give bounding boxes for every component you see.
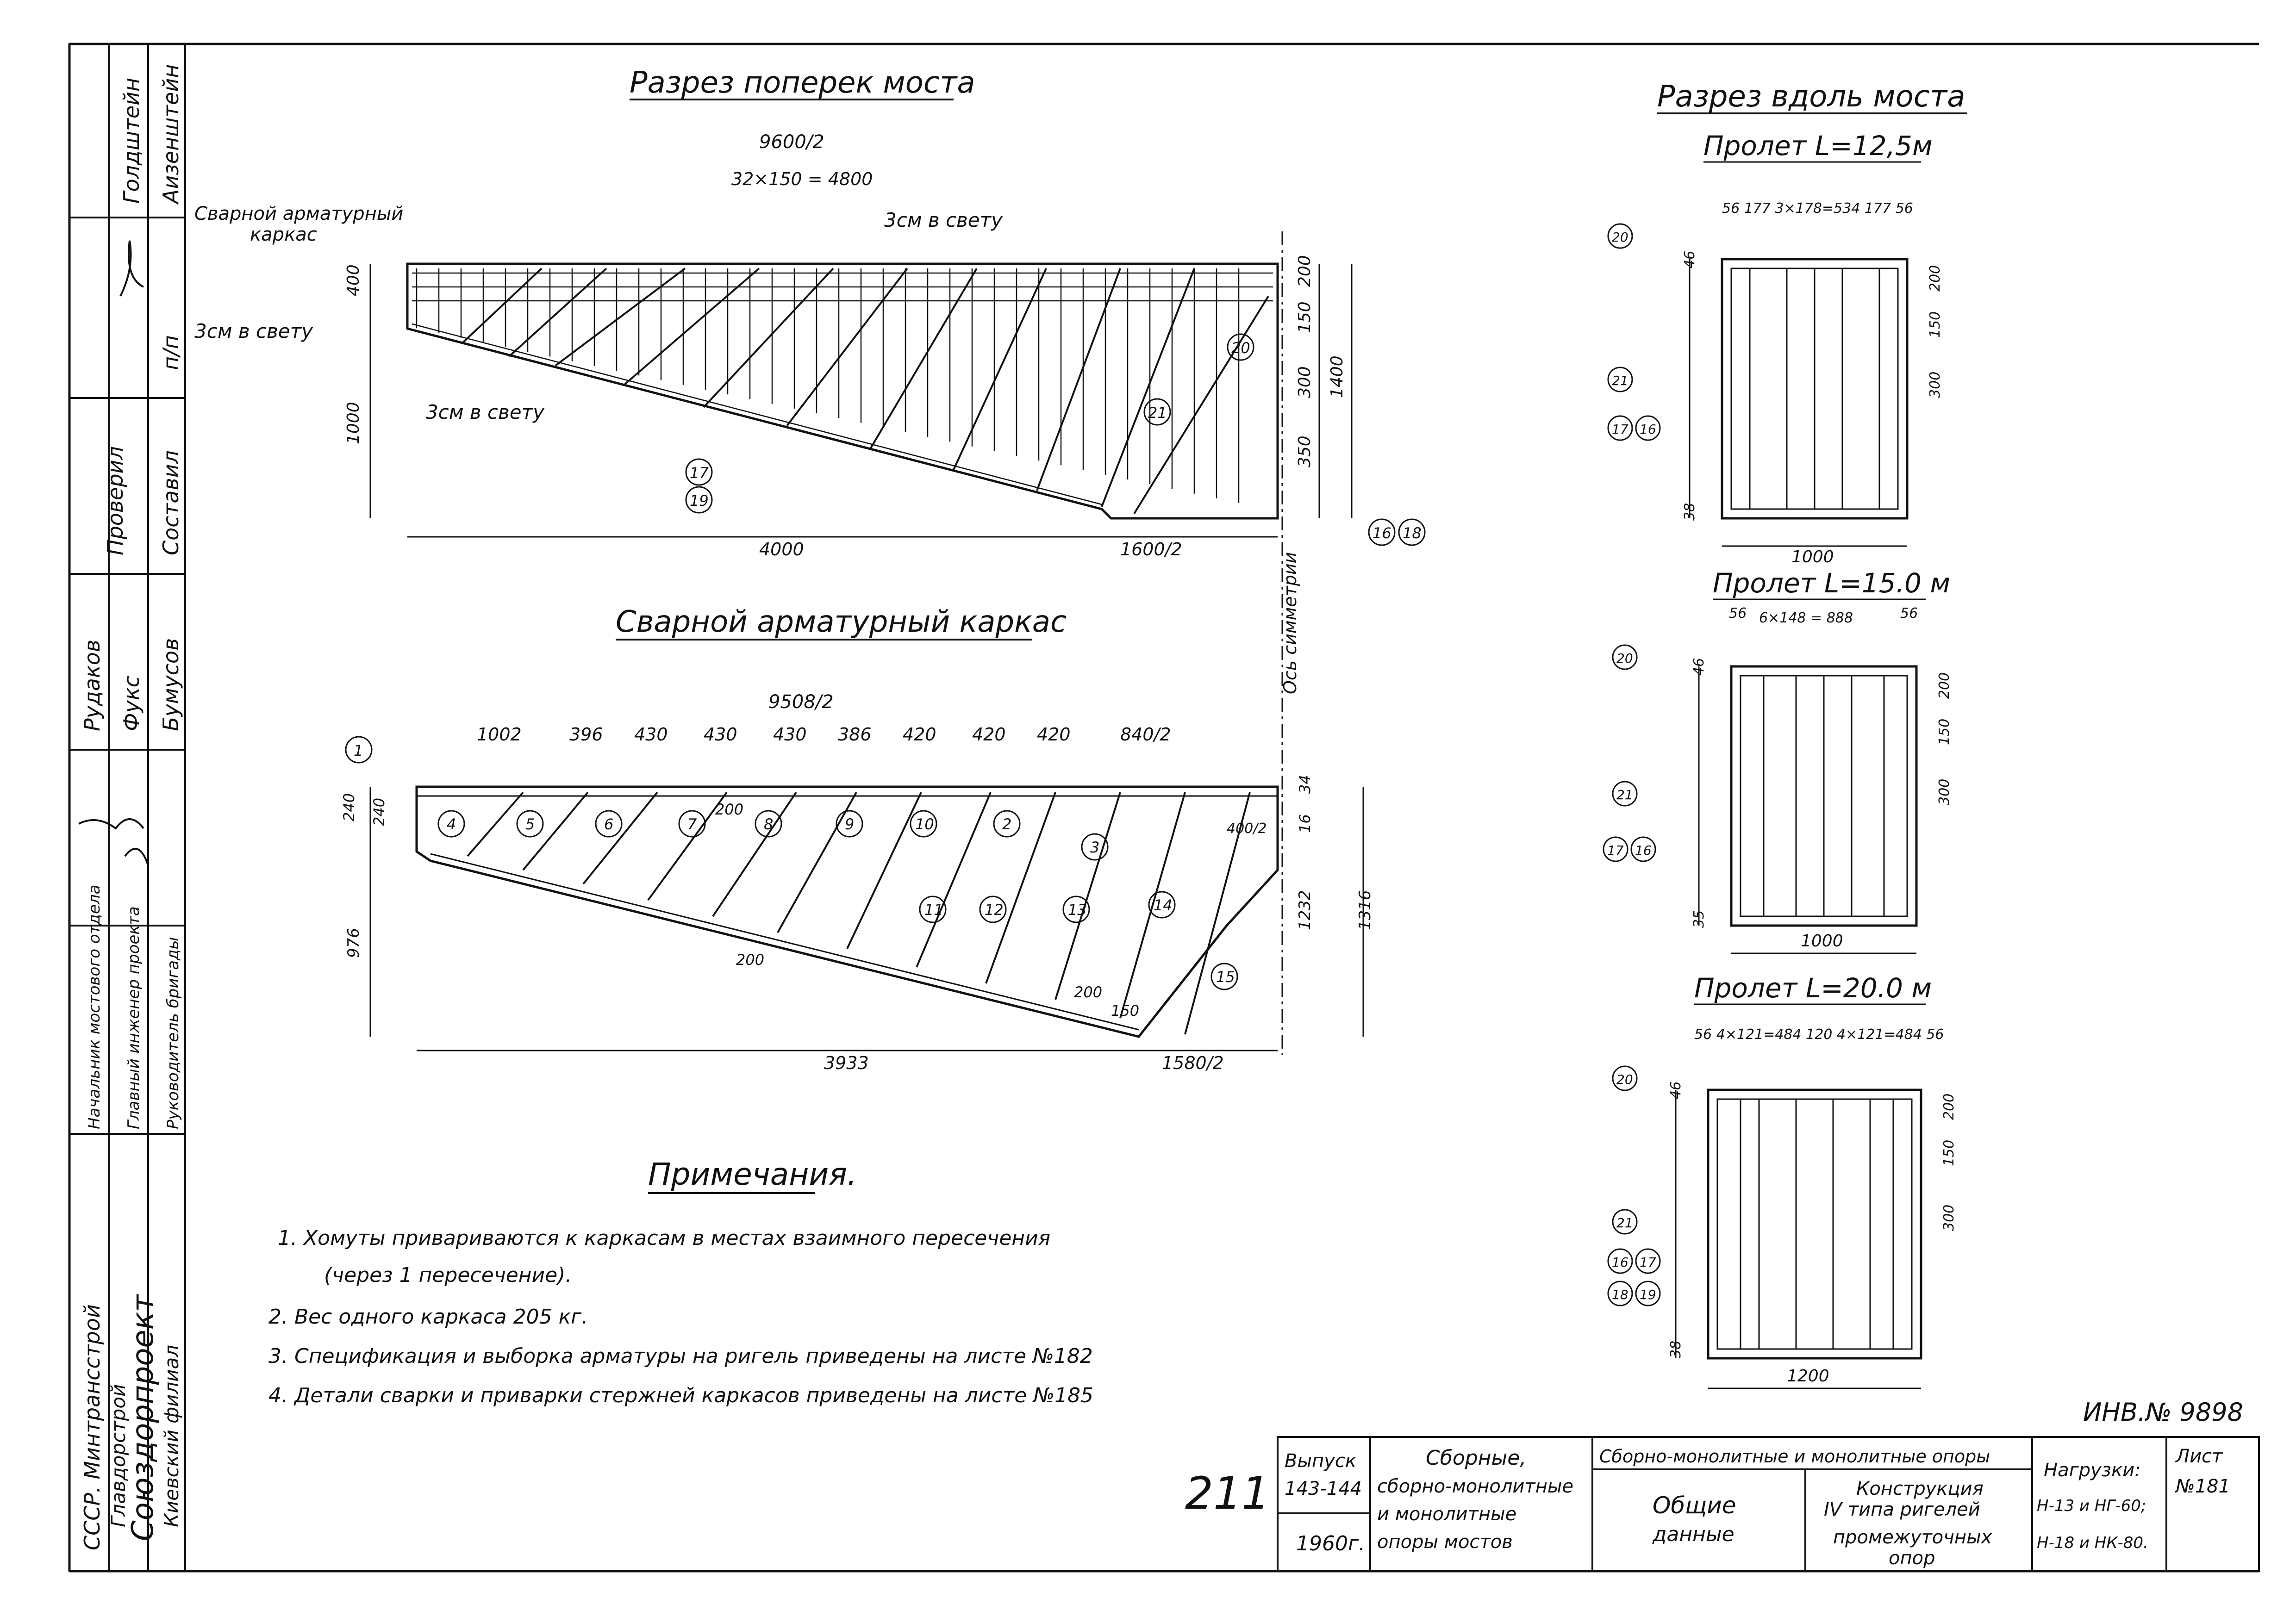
frame-dim-200-c: 200 [1074,983,1103,1001]
span3-mark-21: 21 [1616,1215,1633,1231]
series-2: сборно-монолитные [1377,1476,1574,1497]
span2-dims-mid: 6×148 = 888 [1759,610,1853,626]
dim-right-150: 150 [1295,301,1314,333]
span2-dim-right-300: 300 [1936,778,1953,805]
welded-frame-title: Сварной арматурный каркас [616,605,1067,639]
dim-lines-frame [370,787,1363,1051]
span3-dim-right-150: 150 [1941,1139,1957,1166]
span1-mark-20: 20 [1612,230,1628,245]
frame-dim-segment: 396 [569,724,603,745]
dim-right-300: 300 [1295,366,1314,398]
frame-dim-150: 150 [1111,1002,1140,1020]
frame-dim-segment: 430 [704,724,737,745]
issue-value: 143-144 [1285,1478,1362,1499]
span2-section [1699,666,1916,953]
span1-mark-17: 17 [1612,422,1628,437]
span1-title: Пролет L=12,5м [1703,130,1933,162]
span2-dim-bottom: 1000 [1801,932,1843,951]
side-name-c: Бумусов [158,638,183,731]
design-4: опор [1889,1548,1935,1569]
frame-dim-400: 400/2 [1227,821,1267,837]
frame-dim-right-1232: 1232 [1296,890,1314,930]
side-name-b: Фукс [119,676,144,731]
frame-mark-label: 8 [764,815,774,833]
dim-left-400: 400 [344,264,363,296]
frame-mark-label: 2 [1002,815,1012,833]
design-2: IV типа ригелей [1824,1499,1980,1520]
dim-right-200: 200 [1295,255,1314,287]
span3-dim-left: 46 [1668,1081,1684,1099]
note-2: 2. Вес одного каркаса 205 кг. [268,1305,588,1329]
side-role-3: Руководитель бригады [164,937,182,1129]
series-1: Сборные, [1426,1446,1527,1470]
span2-mark-21: 21 [1616,787,1633,802]
span2-mark-16: 16 [1635,843,1652,858]
side-name-a: Рудаков [80,640,105,731]
frame-dim-right-1316: 1316 [1356,890,1374,930]
year: 1960г. [1296,1532,1366,1555]
design-3: промежуточных [1833,1527,1992,1548]
frame-mark-1: 1 [354,742,363,759]
frame-dim-left-976: 976 [344,928,363,958]
inventory-number: ИНВ.№ 9898 [2083,1398,2243,1427]
load-label: Нагрузки: [2044,1460,2141,1481]
dim-bottom-1600: 1600/2 [1120,539,1182,560]
frame-dim-left-2: 240 [370,797,388,826]
gap-label-left: 3см в свету [194,320,313,342]
frame-mark-label: 9 [845,815,855,833]
frame-dim-left-1: 240 [340,793,358,821]
side-role-1: Начальник мостового отдела [85,884,104,1129]
span2-dim-right-150: 150 [1936,718,1953,745]
side-name-top: Голдштейн [119,77,144,204]
frame-dim-segment: 420 [903,724,936,745]
frame-dim-segment: 420 [1037,724,1071,745]
frame-mark-label: 12 [985,901,1004,919]
rebar-grid-across [412,268,1273,504]
span3-mark-19: 19 [1640,1287,1656,1302]
mark-21: 21 [1148,404,1167,422]
frame-dim-200-b: 200 [736,951,765,969]
gap-label-top: 3см в свету [884,209,1003,231]
section-2: данные [1653,1523,1734,1546]
span1-mark-21: 21 [1612,373,1628,388]
span3-dim-left-bottom: 38 [1668,1340,1684,1358]
mark-16: 16 [1373,524,1391,542]
span2-dim-left-bottom: 35 [1691,910,1707,928]
span1-dim-bottom: 1000 [1791,547,1834,566]
frame-mark-label: 5 [525,815,535,833]
frame-mark-label: 15 [1216,968,1235,986]
label-welded-frame: Сварной арматурный [194,203,404,224]
design-1: Конструкция [1856,1478,1984,1499]
span1-marks [1608,224,1660,440]
load-2: Н-18 и НК-80. [2037,1534,2148,1552]
dim-right-350: 350 [1295,435,1314,467]
section-along-title: Разрез вдоль моста [1657,80,1965,114]
issue-label: Выпуск [1285,1450,1356,1472]
span3-mark-17: 17 [1640,1255,1656,1270]
section-across-dim-spacing: 32×150 = 4800 [731,169,873,189]
frame-dim-right-34: 34 [1296,775,1314,794]
mark-17: 17 [690,464,709,482]
span2-title: Пролет L=15.0 м [1713,567,1951,599]
frame-mark-label: 13 [1068,901,1087,919]
frame-mark-label: 11 [924,901,943,919]
span2-dim-right-200: 200 [1936,672,1953,699]
welded-frame-dim-segments [477,724,1171,745]
span2-dims-edge2: 56 [1900,605,1918,622]
span3-dim-right-300: 300 [1941,1204,1957,1231]
span3-mark-16: 16 [1612,1255,1628,1270]
span3-dim-bottom: 1200 [1787,1367,1829,1386]
side-org-2: Главдорстрой [107,1384,130,1527]
frame-dim-right-16: 16 [1296,814,1314,833]
section-across-title: Разрез поперек моста [630,66,975,100]
dim-bottom-4000: 4000 [759,539,804,560]
span2-dims-edge: 56 [1729,605,1747,622]
note-1b: (через 1 пересечение). [324,1263,572,1287]
span3-section [1676,1090,1921,1388]
series-4: опоры мостов [1377,1531,1513,1553]
section-1: Общие [1653,1492,1736,1519]
diagonal-frames-across [463,268,1268,514]
frame-mark-label: 3 [1090,839,1100,856]
dim-left-1000: 1000 [344,402,363,444]
notes-title: Примечания. [648,1157,857,1192]
side-role-2: Главный инженер проекта [125,906,143,1129]
series-3: и монолитные [1377,1504,1517,1525]
group-label: Сборно-монолитные и монолитные опоры [1599,1446,1990,1467]
note-1: 1. Хомуты привариваются к каркасам в местах взаимного пересечения [278,1226,1051,1250]
side-compiled: Составил [158,450,183,555]
side-org-3: Союздорпроект [126,1294,160,1541]
frame-mark-label: 7 [687,815,697,833]
span2-dim-left: 46 [1691,658,1707,676]
side-name-top2: Аизенштейн [158,64,183,204]
span2-mark-17: 17 [1607,843,1624,858]
span3-mark-20: 20 [1616,1072,1633,1087]
symmetry-axis-label: Ось симметрии [1280,552,1300,694]
mark-18: 18 [1403,524,1422,542]
frame-dim-segment: 386 [838,724,872,745]
gap-label-mid: 3см в свету [426,401,544,423]
frame-dim-segment: 1002 [477,724,522,745]
handwritten-number: 211 [1185,1468,1270,1519]
mark-20: 20 [1231,339,1250,357]
load-1: Н-13 и НГ-60; [2037,1497,2146,1515]
span1-dim-right-200: 200 [1927,265,1943,292]
side-checked: Проверил [103,446,128,555]
frame-mark-label: 14 [1154,896,1173,914]
side-org-1: СССР. Минтрансстрой [80,1304,105,1550]
welded-frame-dim-total: 9508/2 [768,691,834,713]
span3-dim-right-200: 200 [1941,1093,1957,1120]
frame-dim-bottom-3933: 3933 [824,1053,869,1073]
span1-section [1690,259,1907,546]
span2-mark-20: 20 [1616,651,1633,666]
frame-mark-label: 10 [915,815,934,833]
sheet-number: №181 [2176,1476,2230,1497]
note-3: 3. Спецификация и выборка арматуры на ригель приведены на листе №182 [268,1344,1093,1368]
mark-19: 19 [690,492,709,510]
sheet-label: Лист [2176,1446,2223,1467]
frame-dim-segment: 420 [972,724,1006,745]
frame-dim-segment: 430 [634,724,668,745]
span1-dim-right-150: 150 [1927,311,1943,338]
frame-dim-segment: 430 [773,724,807,745]
side-org-4: Киевский филиал [160,1344,183,1527]
label-welded-frame-2: каркас [250,224,317,245]
frame-dim-bottom-1580: 1580/2 [1162,1053,1224,1073]
span3-dims-top: 56 4×121=484 120 4×121=484 56 [1694,1026,1944,1043]
frame-dim-segment: 840/2 [1120,724,1171,745]
note-4: 4. Детали сварки и приварки стержней каркасов приведены на листе №185 [268,1384,1093,1407]
frame-mark-label: 6 [604,815,614,833]
welded-frame-diagonals [468,792,1250,1034]
span1-dims-top: 56 177 3×178=534 177 56 [1722,200,1913,217]
span1-dim-left: 46 [1682,250,1698,268]
span1-dim-left-bottom: 38 [1682,503,1698,521]
span3-marks [1608,1066,1660,1306]
span1-dim-right-300: 300 [1927,371,1943,398]
frame-dim-200-a: 200 [715,801,744,818]
side-no: п/п [158,335,183,370]
span2-marks [1603,645,1655,861]
span3-mark-18: 18 [1612,1287,1628,1302]
section-across-dim-half: 9600/2 [759,131,824,153]
span1-mark-16: 16 [1640,422,1656,437]
dim-right-1400: 1400 [1328,355,1347,398]
frame-mark-label: 4 [447,815,456,833]
span3-title: Пролет L=20.0 м [1694,972,1932,1004]
